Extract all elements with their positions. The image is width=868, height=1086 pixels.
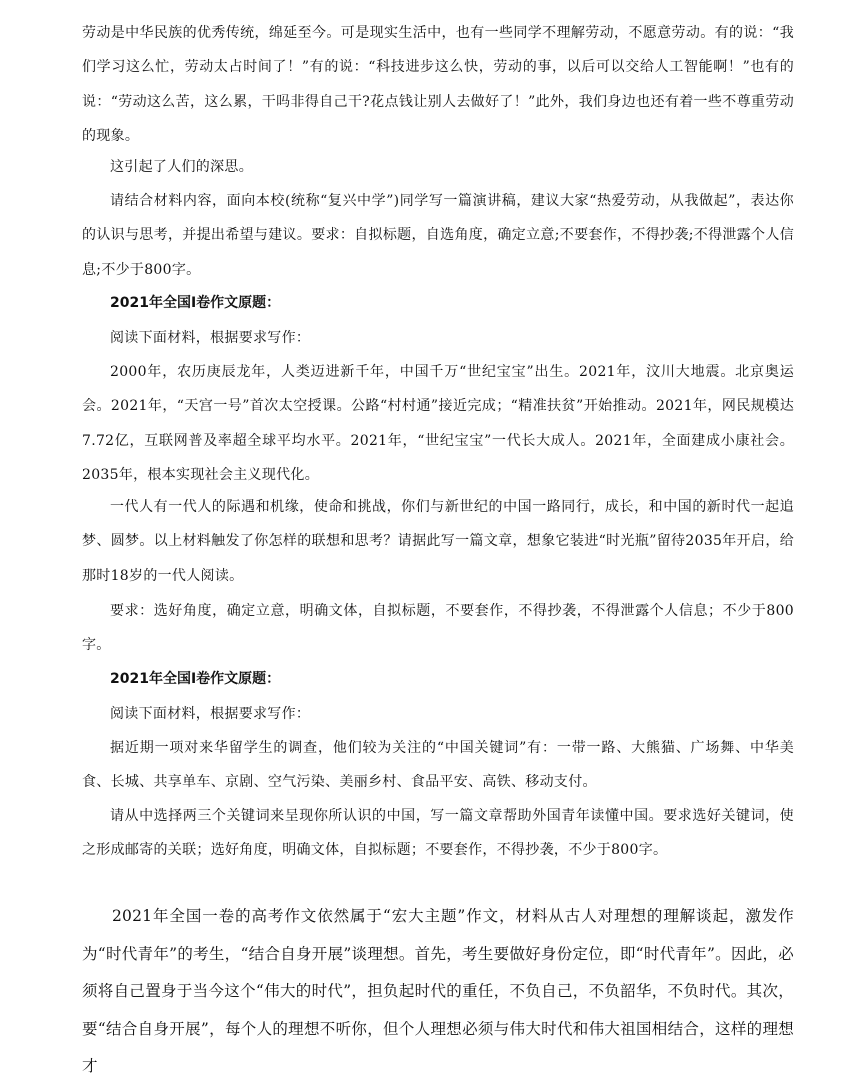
paragraph-speech-task: 请结合材料内容，面向本校(统称“复兴中学”)同学写一篇演讲稿，建议大家“热爱劳动，从我做起”，表达你的认识与思考，并提出希望与建议。要求：自拟标题，自选角度，确定立意;不要套作，不得抄袭;不得泄露个人信息;不少于800字。 xyxy=(82,193,794,278)
section-heading-1: 2021年全国Ⅰ卷作文原题： xyxy=(110,295,281,311)
paragraph-requirements-1: 要求：选好角度，确定立意，明确文体，自拟标题，不要套作，不得抄袭，不得泄露个人信息；不少于800字。 xyxy=(82,603,794,654)
paragraph-instruction-2: 阅读下面材料，根据要求写作： xyxy=(110,706,311,722)
paragraph-keywords: 据近期一项对来华留学生的调查，他们较为关注的“中国关键词”有：一带一路、大熊猫、广场舞、中华美食、长城、共享单车、京剧、空气污染、美丽乡村、食品平安、高铁、移动支付。 xyxy=(82,740,794,791)
paragraph-requirements-2: 请从中选择两三个关键词来呈现你所认识的中国，写一篇文章帮助外国青年读懂中国。要求选好关键词，使之形成邮寄的关联；选好角度，明确文体，自拟标题；不要套作，不得抄袭，不少于800字。 xyxy=(82,808,794,859)
paragraph-labor-intro: 劳动是中华民族的优秀传统，绵延至今。可是现实生活中，也有一些同学不理解劳动，不愿意劳动。有的说：“我们学习这么忙，劳动太占时间了！”有的说：“科技进步这么快，劳动的事，以后可以交给人工智能啊！”也有的说：“劳动这么苦，这么累，干吗非得自己干?花点钱让别人去做好了！”此外，我们身边也还有着一些不尊重劳动的现象。 xyxy=(82,25,794,144)
paragraph-timeline: 2000年，农历庚辰龙年，人类迈进新千年，中国千万“世纪宝宝”出生。2021年，汶川大地震。北京奥运会。2021年，“天宫一号”首次太空授课。公路“村村通”接近完成；“精准扶贫”开始推动。2021年，网民规模达7.72亿，互联网普及率超全球平均水平。2021年，“世纪宝宝”一代长大成人。2021年，全面建成小康社会。2035年，根本实现社会主义现代化。 xyxy=(82,364,794,483)
paragraph-instruction-1: 阅读下面材料，根据要求写作： xyxy=(110,330,311,346)
paragraph-time-capsule: 一代人有一代人的际遇和机缘，使命和挑战，你们与新世纪的中国一路同行，成长，和中国的新时代一起追梦、圆梦。以上材料触发了你怎样的联想和思考？请据此写一篇文章，想象它装进“时光瓶”留待2035年开启，给那时18岁的一代人阅读。 xyxy=(82,499,794,584)
section-heading-2: 2021年全国Ⅰ卷作文原题： xyxy=(110,671,281,687)
paragraph-reflection: 这引起了人们的深思。 xyxy=(110,159,253,175)
paragraph-analysis: 2021年全国一卷的高考作文依然属于“宏大主题”作文，材料从古人对理想的理解谈起，激发作为“时代青年”的考生，“结合自身开展”谈理想。首先，考生要做好身份定位，即“时代青年”。因此，必须将自己置身于当今这个“伟大的时代”，担负起时代的重任，不负自己，不负韶华，不负时代。其次，要“结合自身开展”，每个人的理想不听你，但个人理想必须与伟大时代和伟大祖国相结合，这样的理想才 xyxy=(82,907,794,1075)
